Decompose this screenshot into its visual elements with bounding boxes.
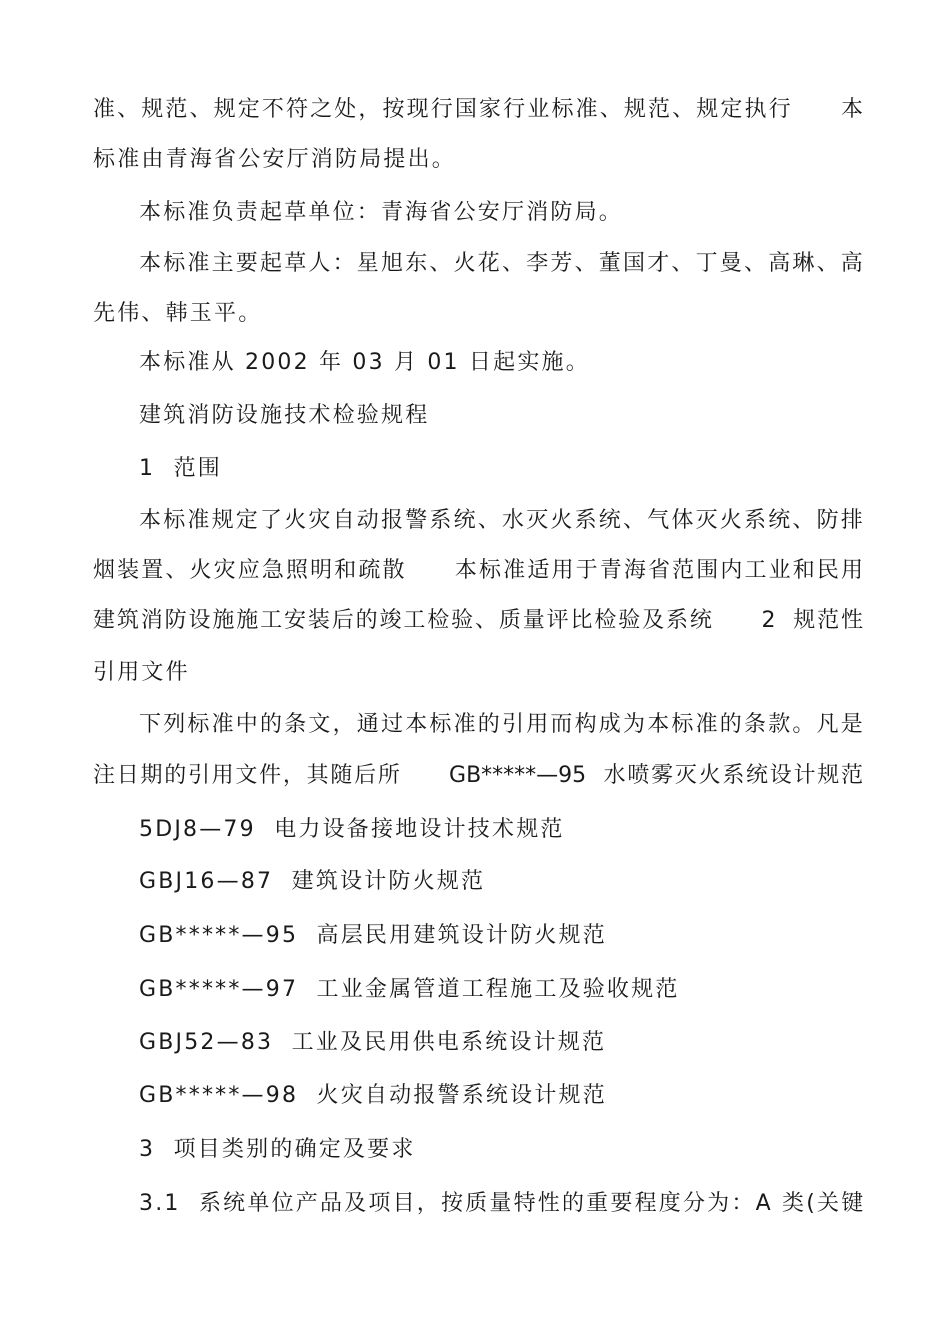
paragraph-line: 本标准从 2002 年 03 月 01 日起实施。 — [139, 350, 590, 375]
section-heading: 3 项目类别的确定及要求 — [139, 1137, 416, 1162]
paragraph-line: 本标准负责起草单位：青海省公安厅消防局。 — [139, 200, 624, 225]
paragraph-line: 3.1 系统单位产品及项目，按质量特性的重要程度分为：A 类(关键 — [139, 1191, 866, 1216]
paragraph-line: 准、规范、规定不符之处，按现行国家行业标准、规范、规定执行 本 — [93, 97, 863, 122]
reference-item: GB*****—98 火灾自动报警系统设计规范 — [139, 1083, 607, 1108]
paragraph-line: 烟装置、火灾应急照明和疏散 本标准适用于青海省范围内工业和民用 — [93, 558, 863, 583]
paragraph-line: 先伟、韩玉平。 — [93, 301, 263, 326]
paragraph-line: 下列标准中的条文，通过本标准的引用而构成为本标准的条款。凡是 — [139, 712, 866, 737]
section-heading: 建筑消防设施技术检验规程 — [139, 403, 430, 428]
paragraph-line: 建筑消防设施施工安装后的竣工检验、质量评比检验及系统 2 规范性 — [93, 608, 863, 633]
paragraph-line: 引用文件 — [93, 660, 190, 685]
reference-item: GBJ52—83 工业及民用供电系统设计规范 — [139, 1030, 607, 1055]
paragraph-line: 注日期的引用文件，其随后所 GB*****—95 水喷雾灭火系统设计规范 — [93, 763, 863, 788]
paragraph-line: 本标准规定了火灾自动报警系统、水灭火系统、气体灭火系统、防排 — [139, 508, 866, 533]
reference-item: GB*****—97 工业金属管道工程施工及验收规范 — [139, 977, 680, 1002]
section-heading: 1 范围 — [139, 456, 222, 481]
reference-item: GB*****—95 高层民用建筑设计防火规范 — [139, 923, 607, 948]
reference-item: GBJ16—87 建筑设计防火规范 — [139, 869, 486, 894]
paragraph-line: 标准由青海省公安厅消防局提出。 — [93, 147, 457, 172]
paragraph-line: 本标准主要起草人：星旭东、火花、李芳、董国才、丁曼、高琳、高 — [139, 251, 866, 276]
reference-item: 5DJ8—79 电力设备接地设计技术规范 — [139, 817, 565, 842]
